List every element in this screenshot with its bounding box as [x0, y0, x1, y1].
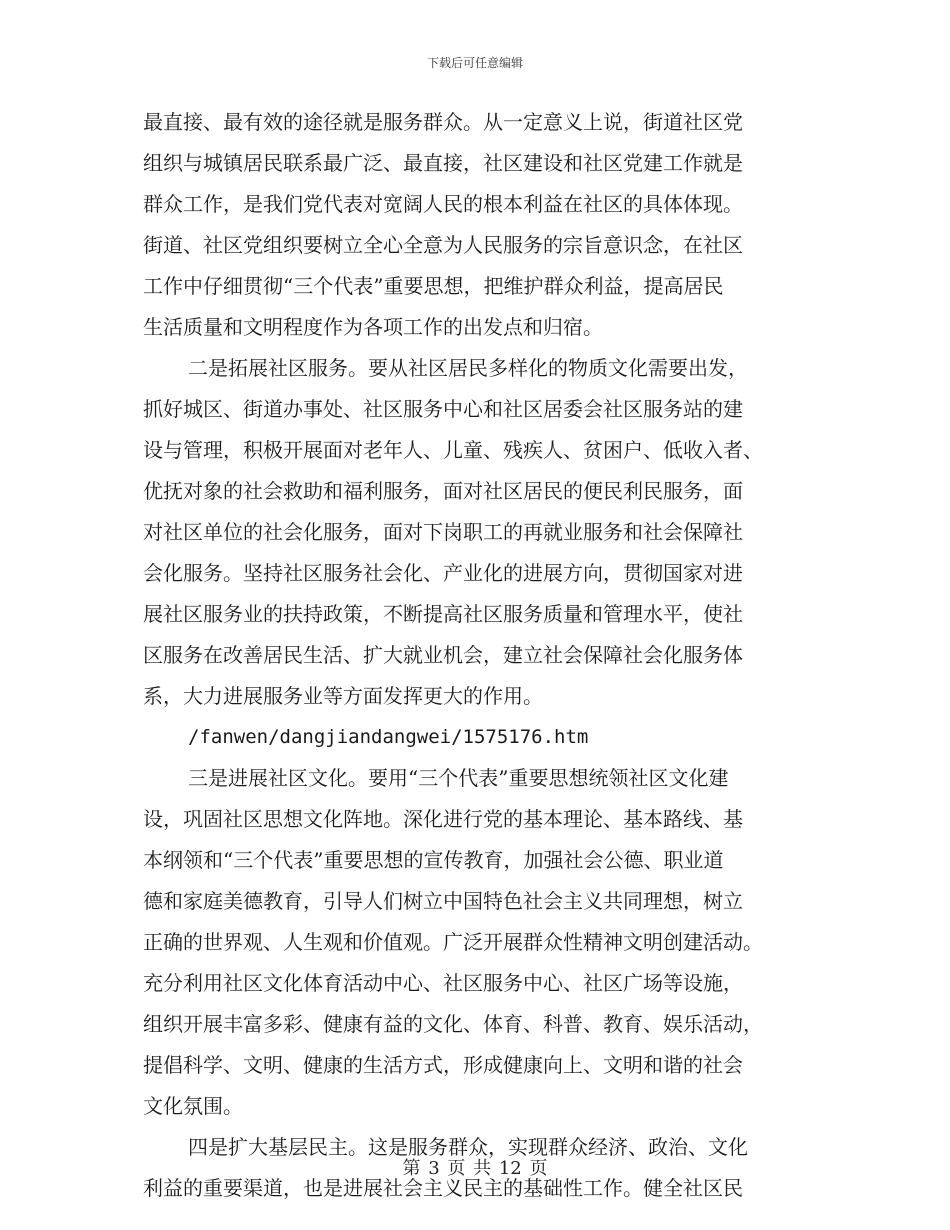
text-line: 区服务在改善居民生活、扩大就业机会，建立社会保障社会化服务体 [143, 643, 743, 667]
text-line: 三是进展社区文化。要用“三个代表”重要思想统领社区文化建 [188, 766, 729, 790]
text-line: 对社区单位的社会化服务，面对下岗职工的再就业服务和社会保障社 [143, 520, 743, 544]
text-line: 抓好城区、街道办事处、社区服务中心和社区居委会社区服务站的建 [143, 397, 743, 421]
text-line: 充分利用社区文化体育活动中心、社区服务中心、社区广场等设施， [143, 971, 743, 995]
text-line: 系，大力进展服务业等方面发挥更大的作用。 [143, 684, 543, 708]
text-line: 工作中仔细贯彻“三个代表”重要思想，把维护群众利益，提高居民 [143, 274, 724, 298]
text-line: 组织与城镇居民联系最广泛、最直接，社区建设和社区党建工作就是 [143, 151, 743, 175]
text-line: 德和家庭美德教育，引导人们树立中国特色社会主义共同理想，树立 [143, 889, 743, 913]
text-line: 生活质量和文明程度作为各项工作的出发点和归宿。 [143, 315, 603, 339]
text-line: 优抚对象的社会救助和福利服务，面对社区居民的便民利民服务，面 [143, 479, 743, 503]
text-line: 最直接、最有效的途径就是服务群众。从一定意义上说，街道社区党 [143, 110, 743, 134]
url-line: /fanwen/dangjiandangwei/1575176.htm [188, 726, 589, 748]
text-line: 提倡科学、文明、健康的生活方式，形成健康向上、文明和谐的社会 [143, 1053, 743, 1077]
text-line: 二是拓展社区服务。要从社区居民多样化的物质文化需要出发， [188, 356, 748, 380]
header-note: 下载后可任意编辑 [426, 56, 523, 70]
text-line: 设，巩固社区思想文化阵地。深化进行党的基本理论、基本路线、基 [143, 807, 743, 831]
text-line: 本纲领和“三个代表”重要思想的宣传教育，加强社会公德、职业道 [143, 848, 724, 872]
text-line: 文化氛围。 [143, 1094, 243, 1118]
text-line: 群众工作，是我们党代表对宽阔人民的根本利益在社区的具体体现。 [143, 192, 743, 216]
text-line: 设与管理，积极开展面对老年人、儿童、残疾人、贫困户、低收入者、 [143, 438, 763, 462]
text-line: 展社区服务业的扶持政策，不断提高社区服务质量和管理水平，使社 [143, 602, 743, 626]
text-line: 正确的世界观、人生观和价值观。广泛开展群众性精神文明创建活动。 [143, 930, 763, 954]
text-line: 组织开展丰富多彩、健康有益的文化、体育、科普、教育、娱乐活动， [143, 1012, 763, 1036]
page-number: 第 3 页 共 12 页 [402, 1158, 548, 1179]
text-line: 四是扩大基层民主。这是服务群众，实现群众经济、政治、文化 [188, 1135, 748, 1159]
document-body [143, 102, 803, 1209]
text-line: 街道、社区党组织要树立全心全意为人民服务的宗旨意识念，在社区 [143, 233, 743, 257]
text-line: 会化服务。坚持社区服务社会化、产业化的进展方向，贯彻国家对进 [143, 561, 743, 585]
text-line: 利益的重要渠道，也是进展社会主义民主的基础性工作。健全社区民 [143, 1176, 743, 1200]
